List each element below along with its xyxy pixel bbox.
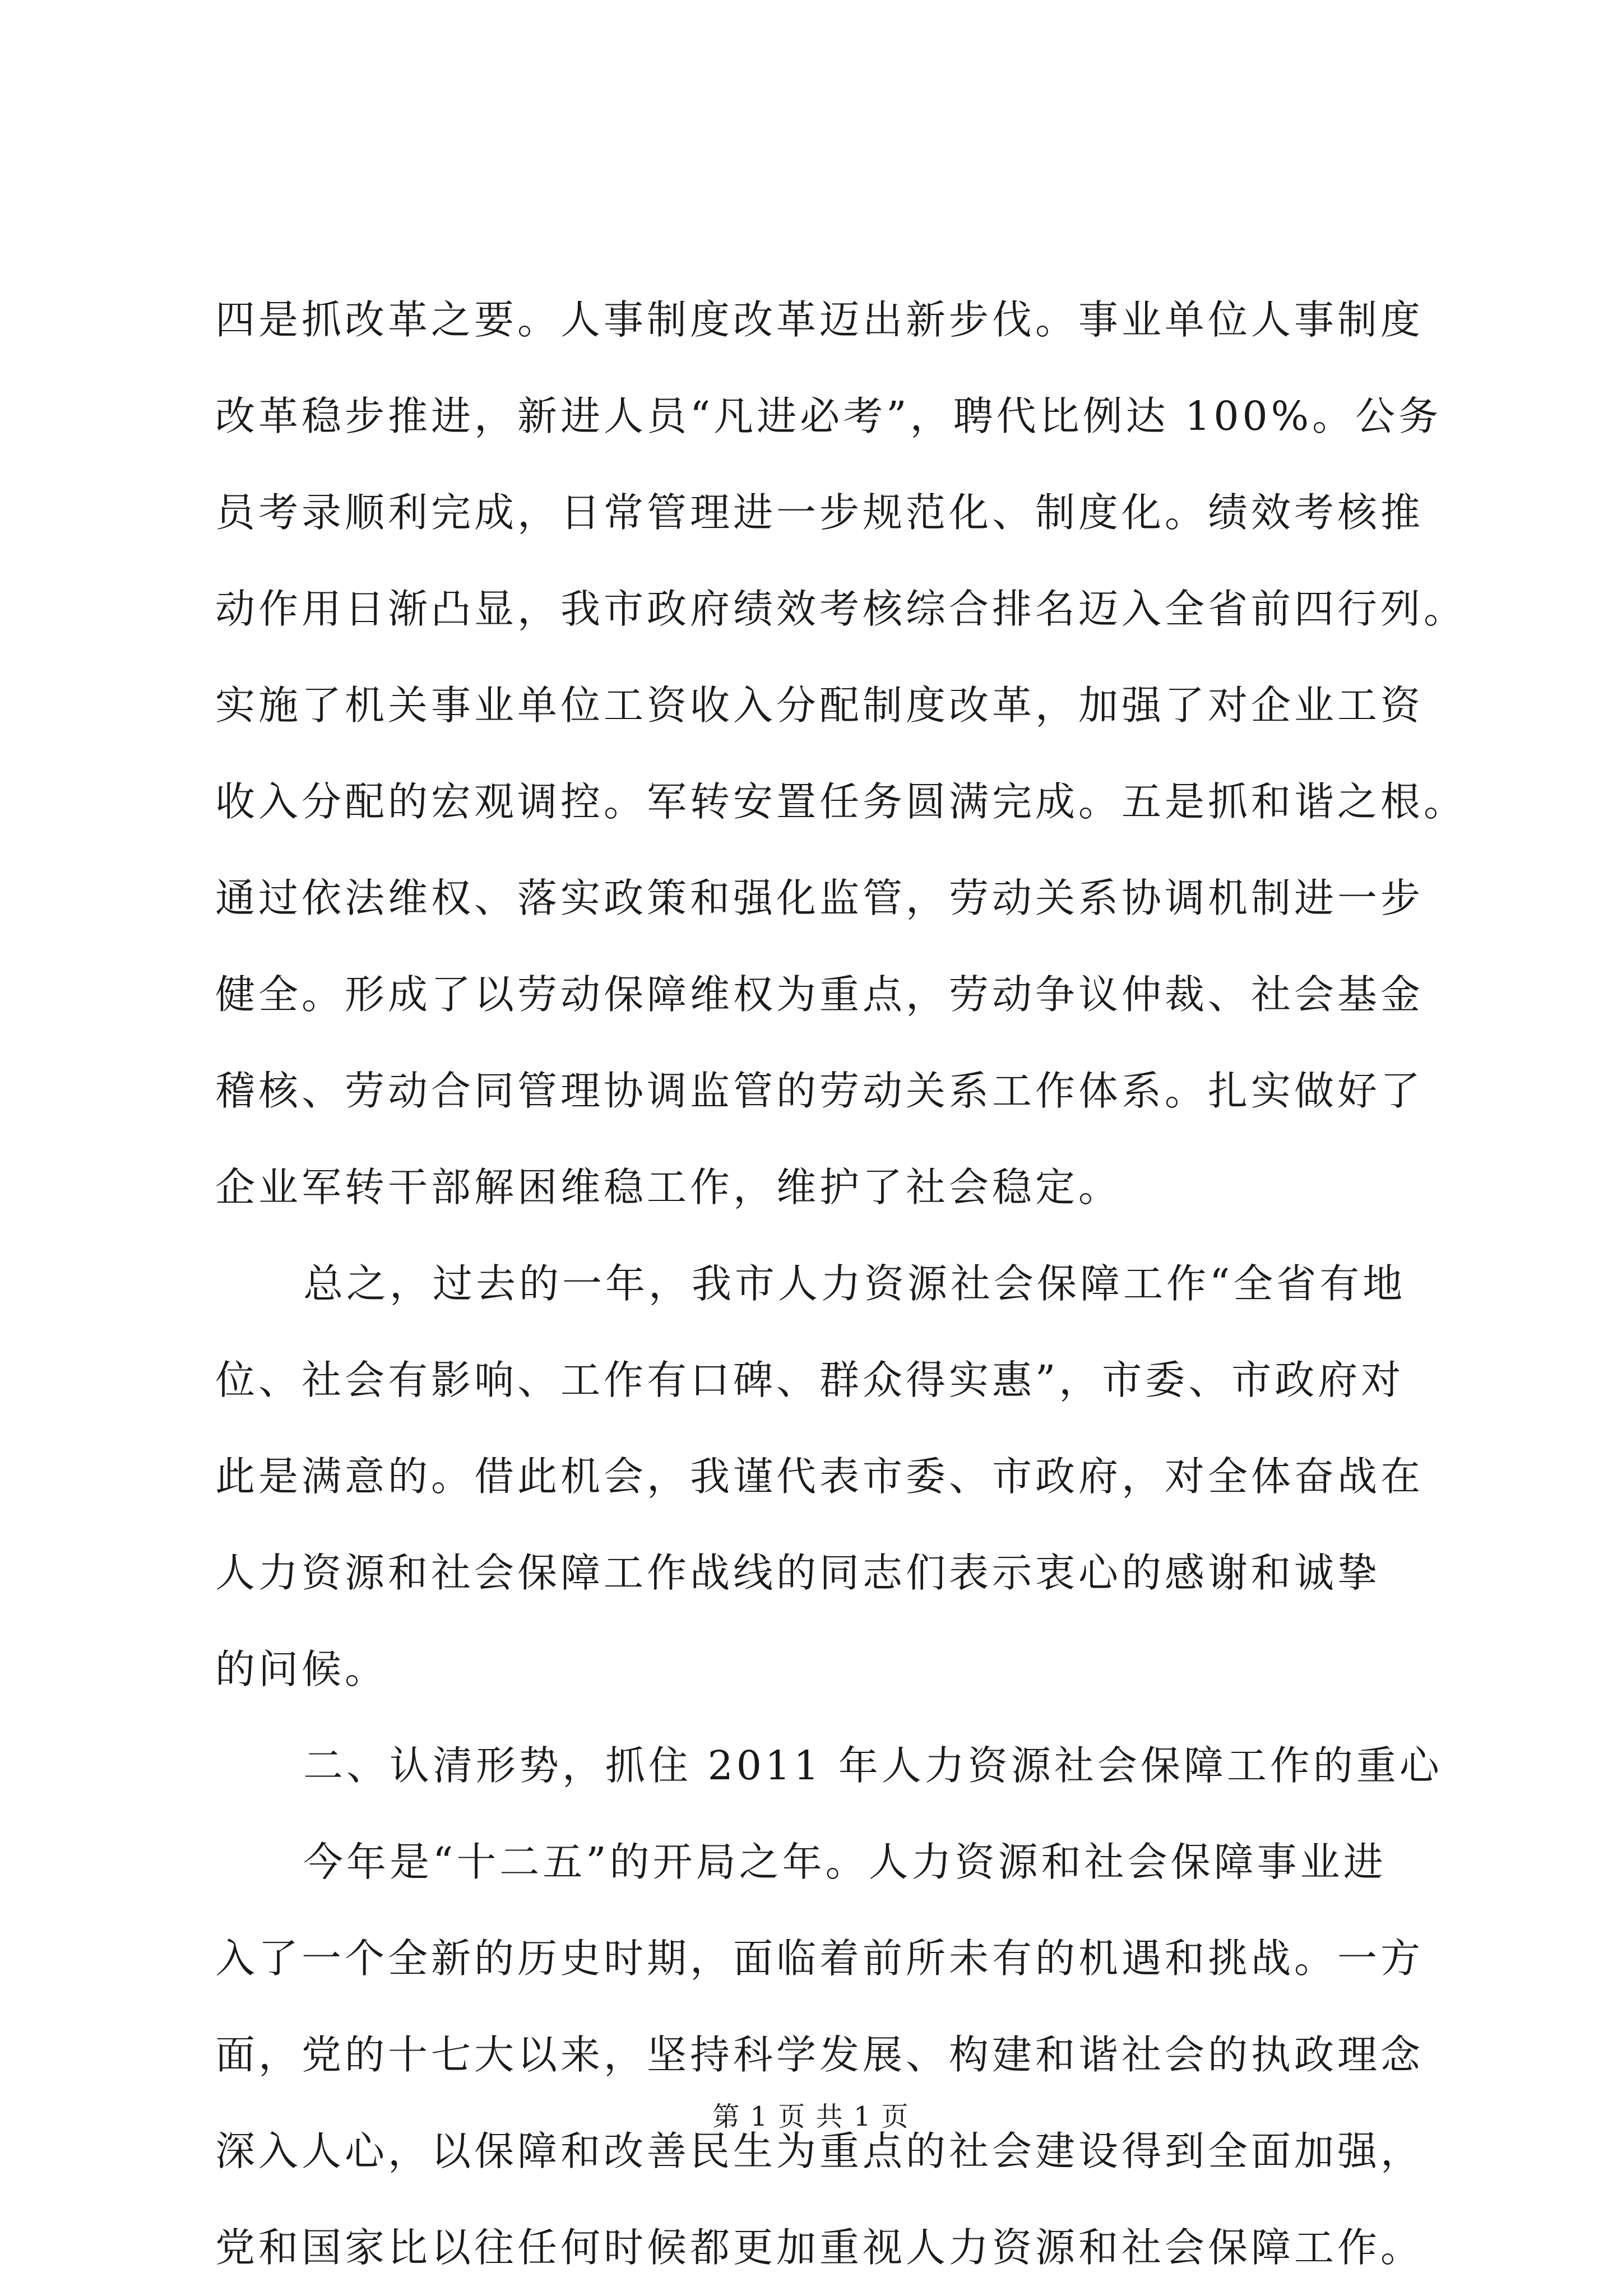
page-number-footer: 第 1 页 共 1 页 <box>712 2101 910 2132</box>
text-line: 稽核、劳动合同管理协调监管的劳动关系工作体系。扎实做好了 <box>215 1068 1424 1114</box>
text-line: 位、社会有影响、工作有口碑、群众得实惠”，市委、市政府对 <box>215 1357 1405 1403</box>
text-line: 的问候。 <box>215 1646 388 1692</box>
text-line: 入了一个全新的历史时期，面临着前所未有的机遇和挑战。一方 <box>215 1935 1424 1982</box>
text-line: 员考录顺利完成，日常管理进一步规范化、制度化。绩效考核推 <box>215 489 1424 536</box>
text-line: 深入人心，以保障和改善民生为重点的社会建设得到全面加强， <box>215 2128 1424 2174</box>
text-line: 企业军转干部解困维稳工作，维护了社会稳定。 <box>215 1164 1122 1210</box>
text-line: 人力资源和社会保障工作战线的同志们表示衷心的感谢和诚挚 <box>215 1550 1381 1596</box>
text-line: 改革稳步推进，新进人员“凡进必考”，聘代比例达 100%。公务 <box>215 393 1442 439</box>
text-line: 动作用日渐凸显，我市政府绩效考核综合排名迈入全省前四行列。 <box>215 586 1467 632</box>
text-line: 健全。形成了以劳动保障维权为重点，劳动争议仲裁、社会基金 <box>215 971 1424 1018</box>
text-line: 实施了机关事业单位工资收入分配制度改革，加强了对企业工资 <box>215 682 1424 729</box>
text-line: 此是满意的。借此机会，我谨代表市委、市政府，对全体奋战在 <box>215 1453 1424 1500</box>
text-line: 通过依法维权、落实政策和强化监管，劳动关系协调机制进一步 <box>215 875 1424 921</box>
text-line: 面，党的十七大以来，坚持科学发展、构建和谐社会的执政理念 <box>215 2031 1424 2078</box>
body-text <box>215 272 1467 2296</box>
text-line: 收入分配的宏观调控。军转安置任务圆满完成。五是抓和谐之根。 <box>215 778 1467 825</box>
section-heading: 二、认清形势，抓住 2011 年人力资源社会保障工作的重心 <box>303 1742 1443 1789</box>
paragraph-start-line: 总之，过去的一年，我市人力资源社会保障工作“全省有地 <box>303 1260 1406 1307</box>
paragraph-start-line: 今年是“十二五”的开局之年。人力资源和社会保障事业进 <box>303 1839 1387 1885</box>
text-line: 党和国家比以往任何时候都更加重视人力资源和社会保障工作。 <box>215 2224 1424 2271</box>
text-line: 四是抓改革之要。人事制度改革迈出新步伐。事业单位人事制度 <box>215 296 1424 343</box>
